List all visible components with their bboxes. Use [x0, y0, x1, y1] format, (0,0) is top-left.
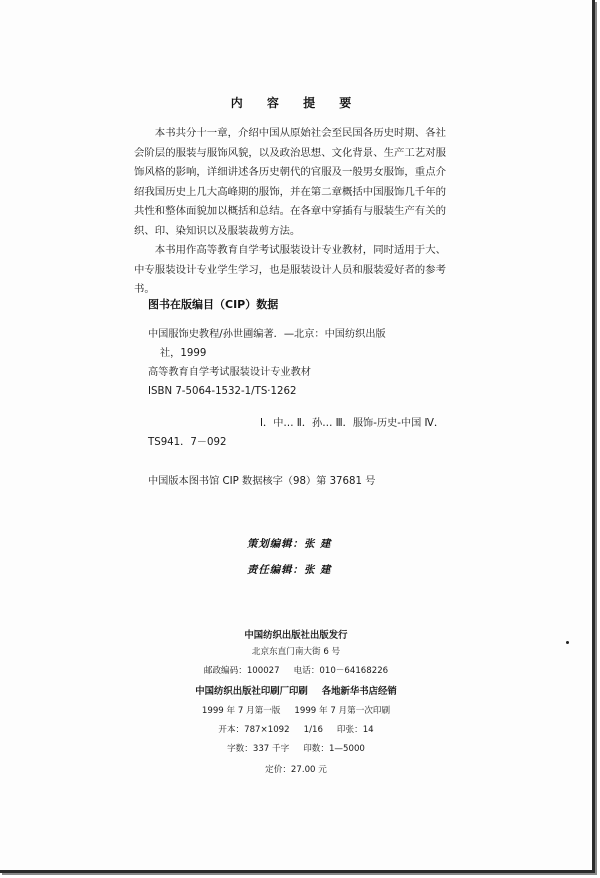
- format-line: [0, 723, 592, 735]
- phone: 电话：010－64168226: [293, 666, 389, 676]
- cip-line-3: 高等教育自学考试服装设计专业教材: [148, 367, 311, 378]
- book-size: 1/16: [303, 725, 323, 735]
- print-run-line: [0, 742, 592, 754]
- publisher-contact: [0, 664, 592, 676]
- cip-record: [148, 325, 448, 401]
- publisher-address: 北京东直门南大街 6 号: [251, 647, 341, 657]
- distributor: 各地新华书店经销: [321, 686, 397, 697]
- sheets: 印张：14: [336, 725, 374, 735]
- planning-editor: 策划编辑：张 建: [247, 538, 332, 550]
- edition-line: [0, 704, 592, 716]
- publisher-name: 中国纺织出版社出版发行: [244, 630, 348, 641]
- cip-title: 图书在版编目（CIP）数据: [148, 298, 279, 311]
- printing: 1999 年 7 月第一次印刷: [294, 706, 391, 716]
- printer: 中国纺织出版社印刷厂印刷: [195, 686, 308, 697]
- abstract-paragraph-2: 本书用作高等教育自学考试服装设计专业教材，同时适用于大、中专服装设计专业学生学习，也是服装设计人员和服装爱好者的参考书。: [134, 244, 446, 295]
- printer-line: [0, 683, 592, 697]
- abstract-body: [134, 124, 446, 300]
- cip-line-2: 社，1999: [160, 348, 207, 359]
- cip-class-line-2: TS941．7－092: [148, 437, 227, 448]
- postcode: 邮政编码：100027: [203, 666, 280, 676]
- abstract-title: 内 容 提 要: [230, 96, 362, 110]
- cip-isbn: ISBN 7-5064-1532-1/TS·1262: [148, 386, 297, 397]
- word-count: 字数：337 千字: [227, 744, 290, 754]
- print-run: 印数：1—5000: [303, 744, 365, 754]
- scan-speck: [566, 641, 569, 644]
- responsible-editor: 责任编辑：张 建: [247, 564, 332, 576]
- cip-class-line-1: Ⅰ．中… Ⅱ．孙… Ⅲ．服饰-历史-中国 Ⅳ．: [260, 418, 445, 429]
- cip-data-number: 中国版本图书馆 CIP 数据核字（98）第 37681 号: [148, 476, 376, 487]
- cip-classification: [148, 414, 448, 452]
- cip-line-1: 中国服饰史教程/孙世圃编著．—北京：中国纺织出版: [148, 329, 386, 340]
- abstract-paragraph-1: 本书共分十一章，介绍中国从原始社会至民国各历史时期、各社会阶层的服装与服饰风貌，以及政治思想、文化背景、生产工艺对服饰风格的影响，详细讲述各历史朝代的官服及一般男女服饰，重点介绍我国历史上几大高峰期的服饰，并在第二章概括中国服饰几千年的共性和整体面貌加以概括和总结。在各章中穿插有与服装生产有关的织、印、染知识以及服装裁剪方法。: [134, 127, 446, 237]
- price: 定价：27.00 元: [265, 765, 327, 775]
- format: 开本：787×1092: [218, 725, 290, 735]
- edition: 1999 年 7 月第一版: [201, 706, 281, 716]
